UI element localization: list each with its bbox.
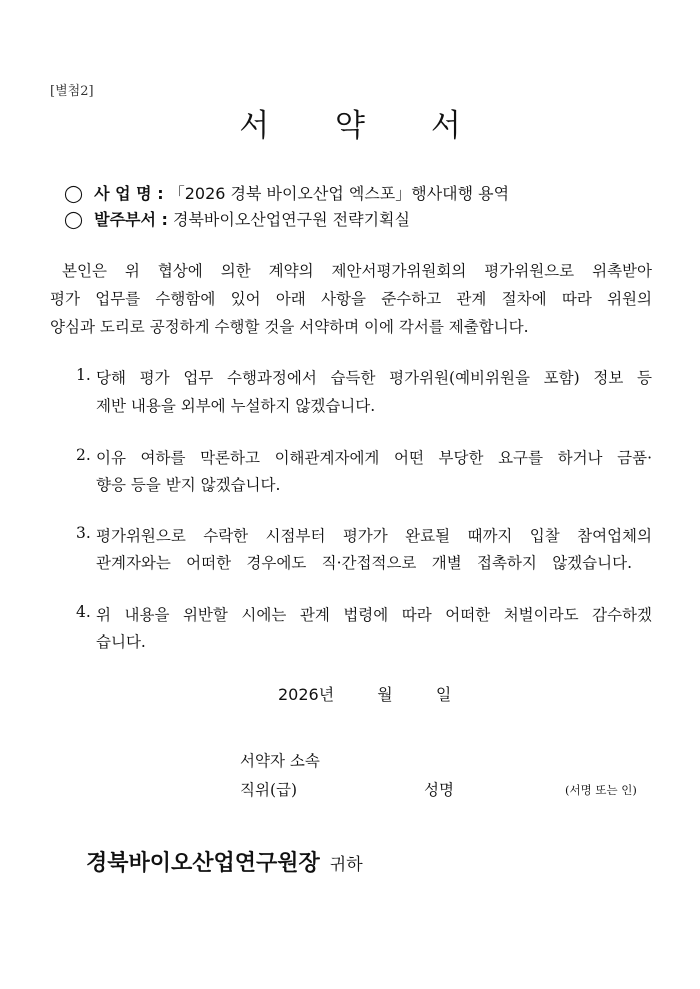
ordering-dept-value: 경북바이오산업연구원 전략기획실 — [173, 210, 410, 229]
item-number: 2. — [76, 446, 91, 464]
item-text-line: 이유 여하를 막론하고 이해관계자에게 어떤 부당한 요구를 하거나 금품· — [96, 449, 652, 467]
date-year: 2026년 — [278, 685, 335, 704]
position-label: 직위(급) — [240, 781, 298, 799]
item-text-line: 평가위원으로 수락한 시점부터 평가가 완료될 때까지 입찰 참여업체의 — [96, 527, 652, 545]
name-label: 성명 — [424, 781, 454, 799]
body-line: 본인은 위 협상에 의한 계약의 제안서평가위원회의 평가위원으로 위촉받아 — [62, 262, 652, 280]
ordering-dept-row — [64, 207, 410, 230]
body-line: 평가 업무를 수행함에 있어 아래 사항을 준수하고 관계 절차에 따라 위원의 — [50, 290, 652, 308]
date-month: 월 — [377, 685, 393, 704]
item-text-line: 관계자와는 어떠한 경우에도 직·간접적으로 개별 접촉하지 않겠습니다. — [96, 554, 632, 572]
project-name-value: 「2026 경북 바이오산업 엑스포」행사대행 용역 — [168, 184, 510, 203]
circle-bullet-icon: ◯ — [64, 210, 84, 230]
item-text-line: 제반 내용을 외부에 누설하지 않겠습니다. — [96, 397, 376, 415]
item-number: 1. — [76, 366, 91, 384]
attachment-label: [별첨2] — [50, 84, 94, 99]
item-text-line: 향응 등을 받지 않겠습니다. — [96, 476, 281, 494]
item-text-line: 습니다. — [96, 633, 146, 651]
addressee — [86, 846, 363, 877]
item-number: 3. — [76, 524, 91, 542]
signature-note: (서명 또는 인) — [565, 783, 637, 797]
item-text-line: 당해 평가 업무 수행과정에서 습득한 평가위원(예비위원을 포함) 정보 등 — [96, 369, 652, 387]
ordering-dept-label: 발주부서 : — [94, 210, 168, 229]
body-line: 양심과 도리로 공정하게 수행할 것을 서약하며 이에 각서를 제출합니다. — [50, 318, 529, 336]
affiliation-label: 서약자 소속 — [240, 752, 320, 770]
project-name-row — [64, 181, 509, 204]
addressee-suffix: 귀하 — [329, 855, 363, 875]
addressee-name: 경북바이오산업연구원장 — [86, 851, 320, 876]
circle-bullet-icon: ◯ — [64, 184, 84, 204]
project-name-label: 사 업 명 : — [94, 184, 164, 203]
item-text-line: 위 내용을 위반할 시에는 관계 법령에 따라 어떠한 처벌이라도 감수하겠 — [96, 606, 652, 624]
pledge-date — [278, 682, 489, 705]
date-day: 일 — [435, 685, 452, 704]
document-title: 서 약 서 — [239, 108, 489, 144]
item-number: 4. — [76, 603, 91, 621]
